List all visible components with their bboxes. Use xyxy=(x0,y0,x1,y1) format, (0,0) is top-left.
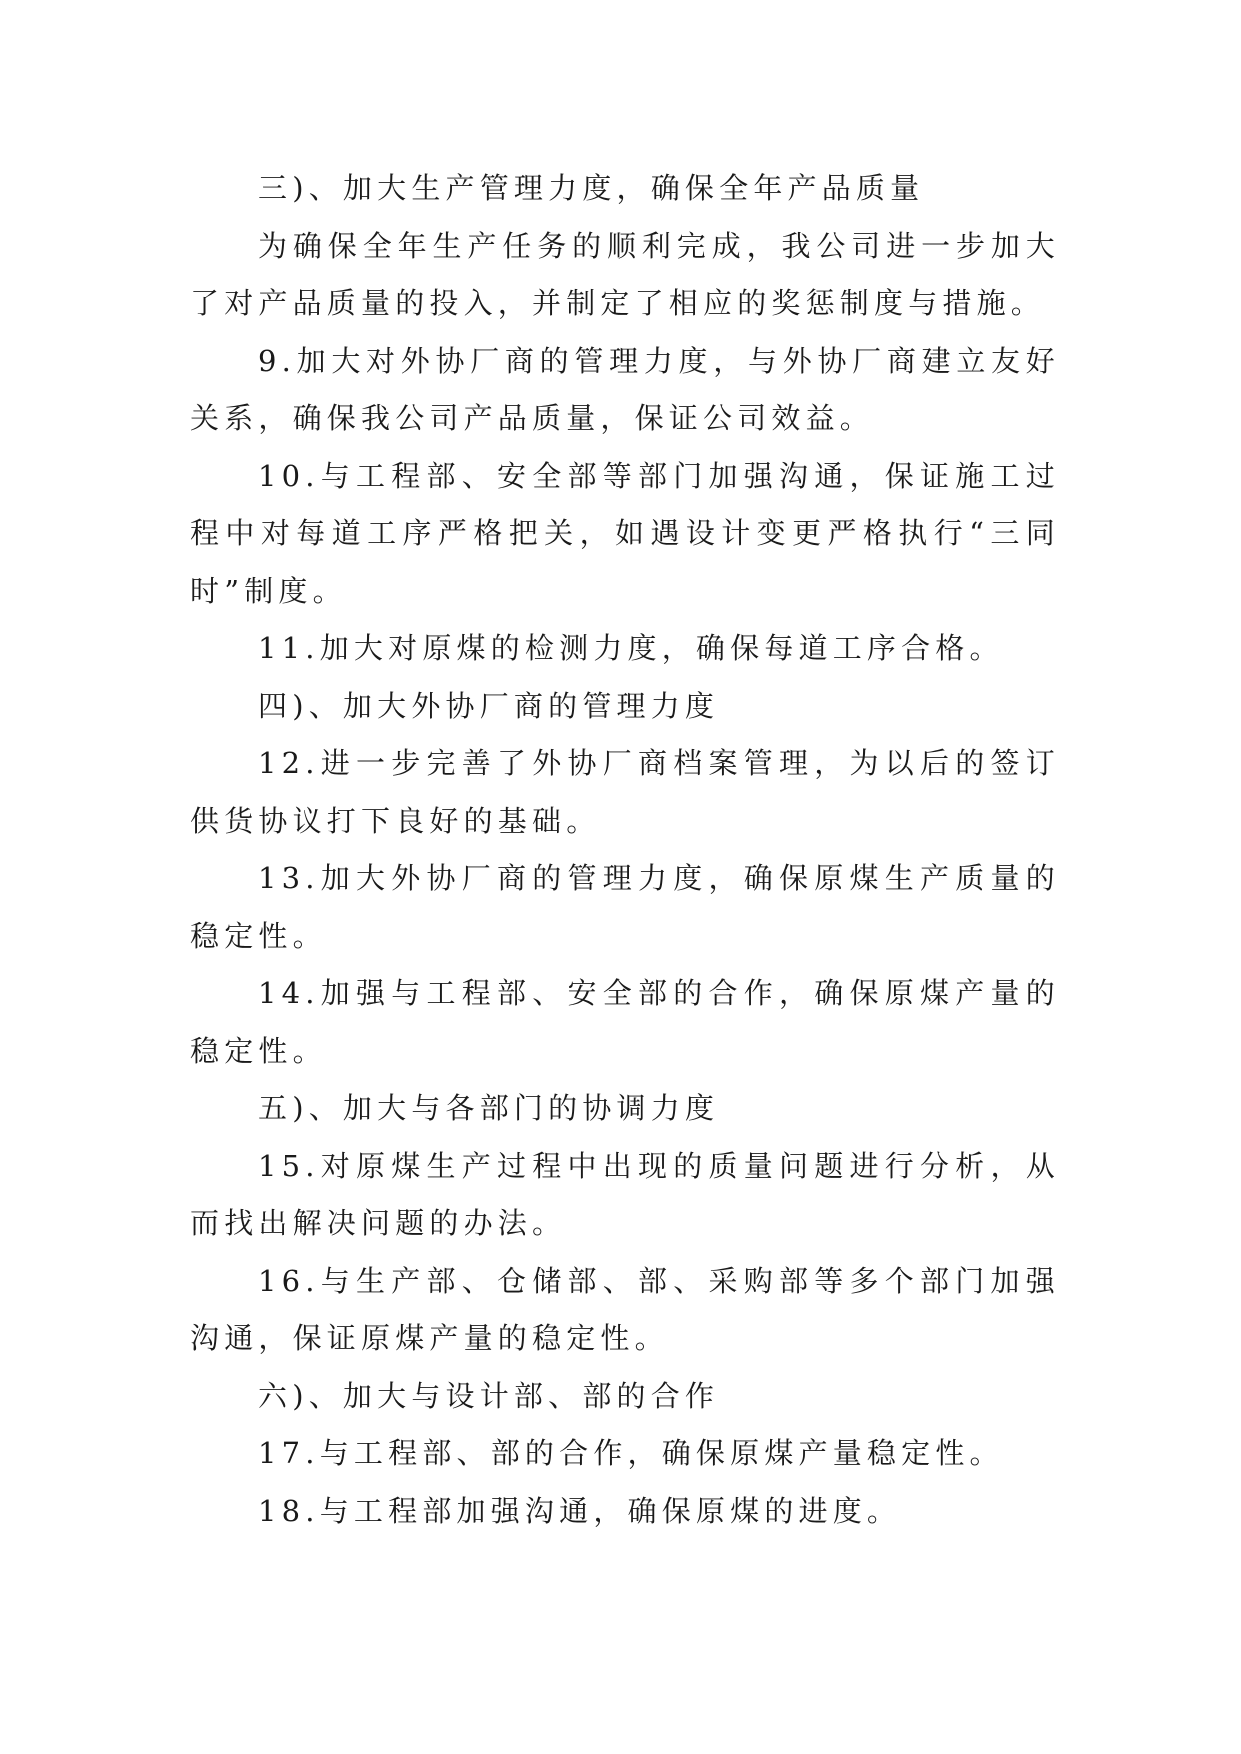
body-paragraph: 为确保全年生产任务的顺利完成，我公司进一步加大了对产品质量的投入，并制定了相应的奖惩制度与措施。 xyxy=(190,228,1060,320)
section-heading-3: 三)、加大生产管理力度，确保全年产品质量 xyxy=(258,171,925,205)
section-heading-5: 五)、加大与各部门的协调力度 xyxy=(258,1091,720,1125)
list-item-12: 12.进一步完善了外协厂商档案管理，为以后的签订供货协议打下良好的基础。 xyxy=(190,746,1060,838)
section-heading-4: 四)、加大外协厂商的管理力度 xyxy=(258,688,720,723)
list-item-17: 17.与工程部、部的合作，确保原煤产量稳定性。 xyxy=(258,1436,1004,1470)
list-item-14: 14.加强与工程部、安全部的合作，确保原煤产量的稳定性。 xyxy=(190,976,1060,1068)
list-item-13: 13.加大外协厂商的管理力度，确保原煤生产质量的稳定性。 xyxy=(190,861,1060,953)
list-item-15: 15.对原煤生产过程中出现的质量问题进行分析，从而找出解决问题的办法。 xyxy=(190,1148,1060,1240)
list-item-11: 11.加大对原煤的检测力度，确保每道工序合格。 xyxy=(258,631,1004,665)
list-item-9: 9.加大对外协厂商的管理力度，与外协厂商建立友好关系，确保我公司产品质量，保证公司效益。 xyxy=(190,343,1060,435)
list-item-10: 10.与工程部、安全部等部门加强沟通，保证施工过程中对每道工序严格把关，如遇设计变更严格执行“三同时”制度。 xyxy=(190,458,1060,608)
section-heading-6: 六)、加大与设计部、部的合作 xyxy=(258,1378,720,1413)
list-item-18: 18.与工程部加强沟通，确保原煤的进度。 xyxy=(258,1493,902,1528)
document-body xyxy=(190,160,1060,1540)
list-item-16: 16.与生产部、仓储部、部、采购部等多个部门加强沟通，保证原煤产量的稳定性。 xyxy=(190,1263,1060,1355)
